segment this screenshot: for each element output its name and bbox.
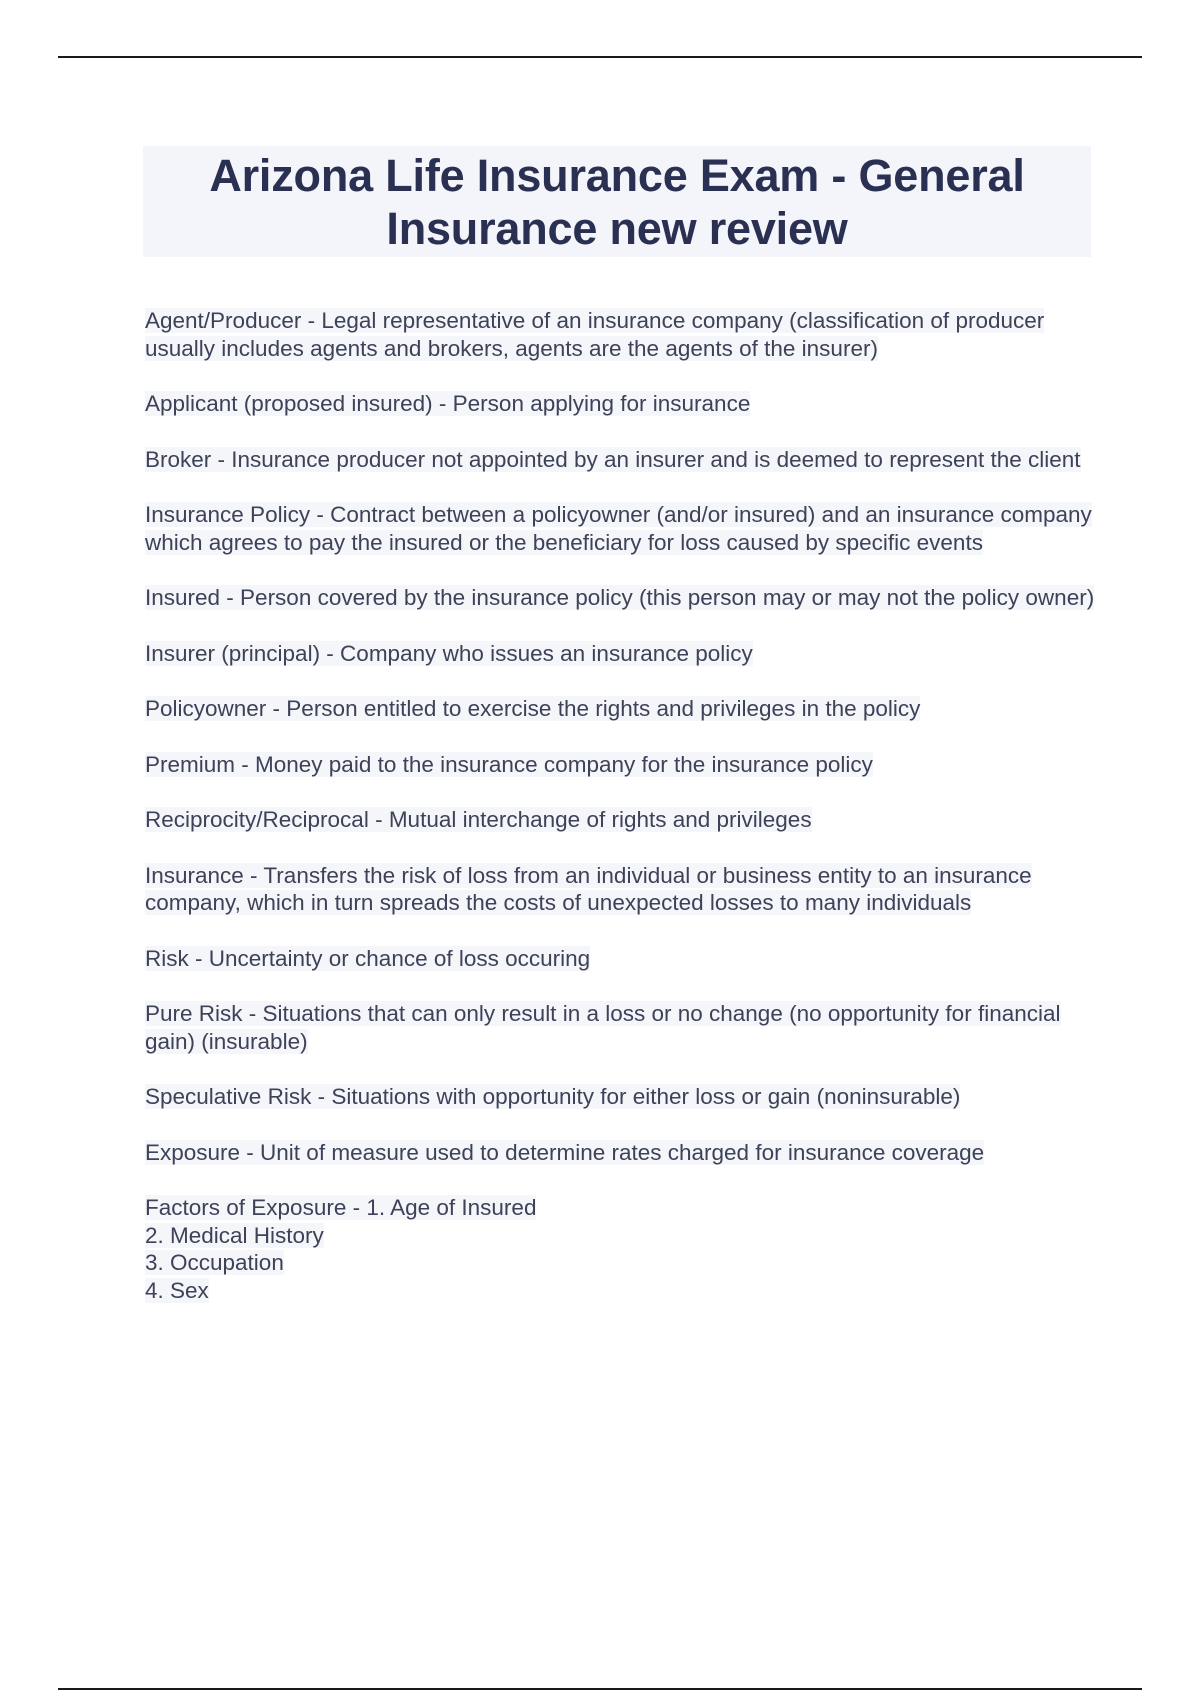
factor-item: 2. Medical History [145,1222,324,1248]
glossary-entry: Insured - Person covered by the insurance policy (this person may or may not the policy owner) [145,585,1095,610]
factor-item: 3. Occupation [145,1250,284,1275]
glossary-entry: Pure Risk - Situations that can only result in a loss or no change (no opportunity for financial gain) (insurable) [145,1001,1061,1054]
factors-of-exposure-entry [145,1194,1095,1304]
glossary-entry: Applicant (proposed insured) - Person applying for insurance [145,391,751,416]
glossary-entry: Agent/Producer - Legal representative of an insurance company (classification of producer usually includes agents and brokers, agents are the agents of the insurer) [145,308,1045,361]
glossary-entry: Insurance Policy - Contract between a policyowner (and/or insured) and an insurance company which agrees to pay the insured or the beneficiary for loss caused by specific events [145,502,1092,555]
glossary-entry: Policyowner - Person entitled to exercise the rights and privileges in the policy [145,696,921,721]
document-title: Arizona Life Insurance Exam - General Insurance new review [209,149,1025,254]
glossary-entry: Premium - Money paid to the insurance company for the insurance policy [145,751,873,777]
bottom-rule [58,1688,1142,1690]
glossary-entry: Speculative Risk - Situations with opportunity for either loss or gain (noninsurable) [145,1084,961,1109]
glossary-entry: Reciprocity/Reciprocal - Mutual interchange of rights and privileges [145,807,812,832]
factors-heading: Factors of Exposure - 1. Age of Insured [145,1195,537,1220]
glossary-entry: Risk - Uncertainty or chance of loss occuring [145,945,591,971]
glossary-list [145,307,1095,1332]
top-rule [58,56,1142,58]
glossary-entry: Insurer (principal) - Company who issues an insurance policy [145,640,753,666]
title-banner [143,146,1091,257]
factor-item: 4. Sex [145,1277,209,1303]
glossary-entry: Broker - Insurance producer not appointed by an insurer and is deemed to represent the client [145,446,1081,472]
glossary-entry: Insurance - Transfers the risk of loss from an individual or business entity to an insurance company, which in turn spreads the costs of unexpected losses to many individuals [145,862,1032,915]
glossary-entry: Exposure - Unit of measure used to determine rates charged for insurance coverage [145,1139,985,1165]
